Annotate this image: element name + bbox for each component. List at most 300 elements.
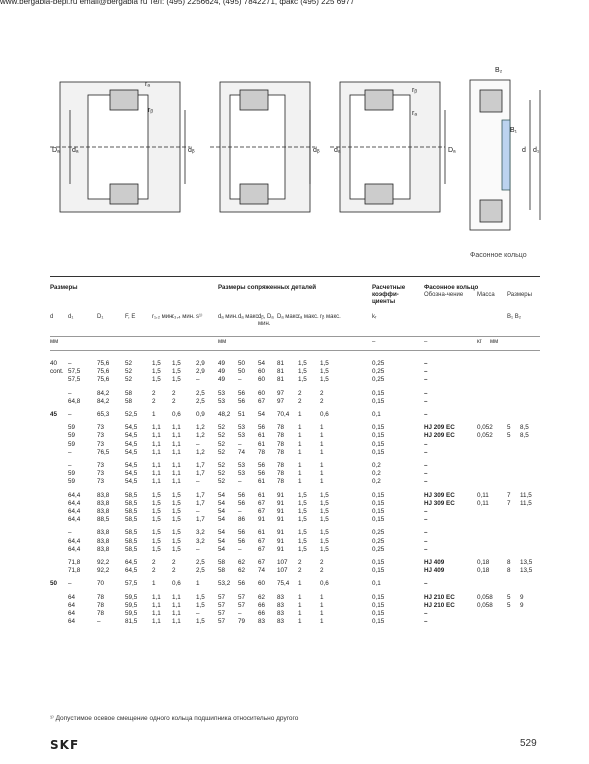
cell-da2: 56 xyxy=(238,397,246,405)
cell-FE: 58,5 xyxy=(125,508,138,515)
cell-d1: – xyxy=(68,448,72,456)
cell-Da: 78 xyxy=(277,470,285,478)
cell-k: 0,25 xyxy=(372,529,385,537)
cell-r34: 1,1 xyxy=(172,601,181,609)
cell-da2: 53 xyxy=(238,470,246,478)
cell-k: 0,25 xyxy=(372,368,385,376)
cell-k: 0,15 xyxy=(372,424,385,432)
cell-Da: 83 xyxy=(277,618,285,626)
cell-s: 1,2 xyxy=(196,432,205,440)
label-B1: B₁ xyxy=(510,127,518,134)
cell-da2: 51 xyxy=(238,411,246,418)
cell-rb: 1,5 xyxy=(320,508,329,515)
cell-r34: 2 xyxy=(172,567,176,575)
cell-da1: 57 xyxy=(218,593,226,601)
cell-rb: 2 xyxy=(320,559,324,566)
cell-da1: 53 xyxy=(218,397,226,405)
cell-rb: 0,6 xyxy=(320,580,329,588)
cell-des: – xyxy=(424,537,428,545)
cell-da1: 49 xyxy=(218,360,226,367)
cell-des: HJ 409 xyxy=(424,567,445,575)
cell-Da: 83 xyxy=(277,601,285,609)
subheader-8: dₐ макс. xyxy=(238,314,261,320)
cell-da2: – xyxy=(238,478,242,486)
cell-D1: 73 xyxy=(97,440,105,448)
cell-D1: 73 xyxy=(97,462,105,469)
cell-s: 1,2 xyxy=(196,424,205,432)
cell-D1: 70 xyxy=(97,580,105,588)
cell-d1: 64 xyxy=(68,618,76,626)
cell-D1: 83,8 xyxy=(97,499,110,507)
cell-k: 0,15 xyxy=(372,593,385,601)
cell-r34: 1,1 xyxy=(172,610,181,617)
cell-rb: 1 xyxy=(320,424,324,432)
cell-mass: 0,11 xyxy=(477,491,489,499)
cell-b1: 5 xyxy=(507,424,511,432)
cell-da2: 56 xyxy=(238,389,246,397)
cell-r34: 2 xyxy=(172,397,176,405)
cell-s: 1,5 xyxy=(196,601,205,609)
cell-da1: 54 xyxy=(218,537,226,545)
cell-k: 0,15 xyxy=(372,448,385,456)
cell-FE: 58,5 xyxy=(125,529,138,537)
cell-d1: – xyxy=(68,389,72,397)
cell-des: – xyxy=(424,508,428,515)
cell-da2: 56 xyxy=(238,580,246,588)
cell-D1: 76,5 xyxy=(97,448,110,456)
cell-k: 0,25 xyxy=(372,545,385,553)
cell-db: 67 xyxy=(258,508,266,515)
cell-da1: 52 xyxy=(218,432,226,440)
cell-k: 0,2 xyxy=(372,462,381,469)
cell-D1: 83,8 xyxy=(97,529,110,537)
cell-ra: 1,5 xyxy=(298,545,307,553)
cell-mass: 0,058 xyxy=(477,593,493,601)
cell-des: HJ 309 EC xyxy=(424,491,455,499)
cell-D1: 78 xyxy=(97,601,105,609)
cell-b2: 8,5 xyxy=(520,432,529,440)
subheader-12: rᵦ макс. xyxy=(320,314,341,320)
cell-r12: 1,5 xyxy=(152,516,161,524)
cell-db: 83 xyxy=(258,618,266,626)
cell-r34: 1,1 xyxy=(172,470,181,478)
cell-ra: 1 xyxy=(298,470,302,478)
cell-k: 0,15 xyxy=(372,618,385,626)
cell-FE: 54,5 xyxy=(125,440,138,448)
cell-FE: 52 xyxy=(125,368,133,376)
cell-FE: 59,5 xyxy=(125,593,138,601)
cell-d1: 64,4 xyxy=(68,516,81,524)
cell-da2: 53 xyxy=(238,432,246,440)
cell-r34: 1,5 xyxy=(172,360,181,367)
cell-b1: 5 xyxy=(507,593,511,601)
cell-r12: 1,1 xyxy=(152,593,161,601)
label-da-3: dₐ xyxy=(334,147,341,154)
cell-db: 60 xyxy=(258,368,266,376)
cell-da1: 54 xyxy=(218,491,226,499)
cell-r12: 1,1 xyxy=(152,601,161,609)
cell-ra: 1 xyxy=(298,593,302,601)
hdr-sizes: Размеры xyxy=(50,284,78,291)
cell-r34: 1,5 xyxy=(172,529,181,537)
cell-ra: 2 xyxy=(298,397,302,405)
cell-D1: 83,8 xyxy=(97,508,110,515)
cell-FE: 57,5 xyxy=(125,580,138,588)
cell-Da: 91 xyxy=(277,491,285,499)
cell-r34: 1,1 xyxy=(172,462,181,469)
cell-mass: 0,18 xyxy=(477,559,490,566)
cell-r34: 1,1 xyxy=(172,618,181,626)
cell-da1: 52 xyxy=(218,448,226,456)
cell-Da: 91 xyxy=(277,508,285,515)
cell-db: 62 xyxy=(258,593,266,601)
cell-db: 67 xyxy=(258,545,266,553)
cell-rb: 1 xyxy=(320,610,324,617)
cell-b1: 5 xyxy=(507,432,511,440)
label-db-2: dᵦ xyxy=(313,147,320,154)
subheader-13: kᵣ xyxy=(372,314,377,320)
cell-ra: 2 xyxy=(298,567,302,575)
cell-d1: 71,8 xyxy=(68,559,81,566)
cell-k: 0,25 xyxy=(372,537,385,545)
cell-b2: 9 xyxy=(520,601,524,609)
cell-Da: 81 xyxy=(277,360,285,367)
cell-rb: 1 xyxy=(320,593,324,601)
hdr-mating: Размеры сопряженных деталей xyxy=(218,284,317,291)
cell-d1: 57,5 xyxy=(68,376,81,384)
cell-ra: 1 xyxy=(298,610,302,617)
cell-D1: 75,6 xyxy=(97,368,110,376)
cell-db: 61 xyxy=(258,440,266,448)
cell-r34: 1,5 xyxy=(172,491,181,499)
cell-D1: 84,2 xyxy=(97,389,110,397)
cell-db: 67 xyxy=(258,397,266,405)
cell-rb: 1 xyxy=(320,432,324,440)
cell-da2: 50 xyxy=(238,368,246,376)
cell-ra: 1 xyxy=(298,601,302,609)
cell-mass: 0,052 xyxy=(477,424,493,432)
cell-FE: 64,5 xyxy=(125,567,138,575)
cell-des: – xyxy=(424,376,428,384)
cell-b1: 8 xyxy=(507,567,511,575)
cell-r12: 2 xyxy=(152,559,156,566)
cell-da2: 62 xyxy=(238,559,246,566)
cell-r12: 1,1 xyxy=(152,610,161,617)
cell-db: 66 xyxy=(258,601,266,609)
cell-mass: 0,11 xyxy=(477,499,489,507)
cell-FE: 58,5 xyxy=(125,499,138,507)
hdr-calc: Расчетные коэффи-циенты xyxy=(372,284,406,305)
cell-ra: 1 xyxy=(298,580,302,588)
cell-da1: 52 xyxy=(218,470,226,478)
cell-ra: 1 xyxy=(298,432,302,440)
cell-r12: 2 xyxy=(152,389,156,397)
cell-k: 0,25 xyxy=(372,360,385,367)
cell-rb: 1 xyxy=(320,618,324,626)
cell-r34: 1,5 xyxy=(172,537,181,545)
cell-D1: 78 xyxy=(97,610,105,617)
cell-rb: 1 xyxy=(320,448,324,456)
cell-r12: 1,1 xyxy=(152,462,161,469)
cell-rb: 1 xyxy=(320,470,324,478)
cell-rb: 1,5 xyxy=(320,545,329,553)
cell-d1: – xyxy=(68,360,72,367)
cell-d1: 64,4 xyxy=(68,508,81,515)
cell-da1: 54 xyxy=(218,529,226,537)
cell-s: – xyxy=(196,610,200,617)
cell-des: – xyxy=(424,389,428,397)
subheader-9: dᵦ, Dₐ мин. xyxy=(258,314,274,327)
cell-des: – xyxy=(424,529,428,537)
cell-b2: 11,5 xyxy=(520,499,532,507)
cell-b1: 8 xyxy=(507,559,511,566)
cell-k: 0,15 xyxy=(372,440,385,448)
cell-d1: – xyxy=(68,411,72,418)
hdr-ring: Фасонное кольцо xyxy=(424,284,479,291)
cell-des: – xyxy=(424,397,428,405)
cell-FE: 52 xyxy=(125,376,133,384)
cell-FE: 58 xyxy=(125,389,133,397)
cell-D1: 83,8 xyxy=(97,491,110,499)
label-da-1: dₐ xyxy=(72,147,79,154)
cell-r34: 2 xyxy=(172,559,176,566)
cell-ra: 1,5 xyxy=(298,508,307,515)
cell-r34: 1,1 xyxy=(172,478,181,486)
cell-D1: 88,5 xyxy=(97,516,110,524)
cell-Da: 91 xyxy=(277,516,285,524)
cell-D1: 73 xyxy=(97,470,105,478)
cell-r12: 1,5 xyxy=(152,545,161,553)
cell-da2: – xyxy=(238,508,242,515)
cell-s: – xyxy=(196,478,200,486)
unit-mm-ring: мм xyxy=(490,339,499,345)
cell-r12: 1 xyxy=(152,411,156,418)
cell-r34: 1,5 xyxy=(172,545,181,553)
cell-D1: – xyxy=(97,618,101,626)
cell-Da: 91 xyxy=(277,499,285,507)
subheader-7: dₐ мин. xyxy=(218,314,238,320)
cell-FE: 52,5 xyxy=(125,411,138,418)
cell-r12: 1,5 xyxy=(152,537,161,545)
cell-s: 3,2 xyxy=(196,529,205,537)
cell-ra: 1,5 xyxy=(298,537,307,545)
cell-db: 61 xyxy=(258,529,266,537)
cell-rb: 2 xyxy=(320,389,324,397)
cell-b1: 7 xyxy=(507,491,511,499)
cell-FE: 54,5 xyxy=(125,432,138,440)
cell-da2: – xyxy=(238,545,242,553)
cell-da1: 54 xyxy=(218,499,226,507)
rule-units-top xyxy=(50,336,540,337)
page-number: 529 xyxy=(520,738,537,749)
rule-top xyxy=(50,276,540,277)
cell-da2: 57 xyxy=(238,601,246,609)
cell-db: 74 xyxy=(258,567,266,575)
cell-Da: 78 xyxy=(277,432,285,440)
cell-des: HJ 209 EC xyxy=(424,432,455,440)
cell-s: – xyxy=(196,545,200,553)
cell-k: 0,15 xyxy=(372,432,385,440)
cell-Da: 70,4 xyxy=(277,411,290,418)
cell-b2: 9 xyxy=(520,593,524,601)
cell-rb: 1 xyxy=(320,478,324,486)
unit-dash-k: – xyxy=(372,339,376,345)
cell-ra: 1,5 xyxy=(298,360,307,367)
cell-s: 1,5 xyxy=(196,593,205,601)
cell-s: – xyxy=(196,440,200,448)
label-rb-1: rᵦ xyxy=(148,107,154,114)
cell-d: cont. xyxy=(50,368,64,376)
cell-ra: 1,5 xyxy=(298,368,307,376)
cell-rb: 1 xyxy=(320,601,324,609)
cell-FE: 54,5 xyxy=(125,470,138,478)
cell-Da: 97 xyxy=(277,397,285,405)
cell-des: HJ 210 EC xyxy=(424,601,455,609)
cell-db: 60 xyxy=(258,376,266,384)
cell-s: 2,5 xyxy=(196,389,205,397)
label-Da-3: Dₐ xyxy=(448,147,456,154)
cell-b2: 13,5 xyxy=(520,567,533,575)
cell-d1: 64,4 xyxy=(68,499,81,507)
cell-r34: 1,5 xyxy=(172,508,181,515)
cell-da1: 54 xyxy=(218,545,226,553)
cell-k: 0,15 xyxy=(372,601,385,609)
cell-r34: 1,1 xyxy=(172,448,181,456)
cell-b2: 11,5 xyxy=(520,491,532,499)
cell-r12: 1 xyxy=(152,580,156,588)
hdr-mass: Масса xyxy=(477,292,495,298)
cell-FE: 58,5 xyxy=(125,491,138,499)
cell-rb: 1,5 xyxy=(320,491,329,499)
cell-des: – xyxy=(424,516,428,524)
cell-des: – xyxy=(424,618,428,626)
cell-rb: 1,5 xyxy=(320,499,329,507)
cell-r12: 1,1 xyxy=(152,470,161,478)
cell-r12: 2 xyxy=(152,397,156,405)
cell-da1: 58 xyxy=(218,559,226,566)
cell-FE: 54,5 xyxy=(125,424,138,432)
cell-des: – xyxy=(424,610,428,617)
cell-r34: 1,1 xyxy=(172,432,181,440)
cell-ra: 1 xyxy=(298,448,302,456)
cell-rb: 1 xyxy=(320,440,324,448)
cell-da2: 53 xyxy=(238,462,246,469)
subheader-16: B₁ B₂ xyxy=(507,314,522,320)
cell-db: 60 xyxy=(258,580,266,588)
unit-dash-des: – xyxy=(424,339,428,345)
cell-da1: 57 xyxy=(218,610,226,617)
label-rb-3: rᵦ xyxy=(412,87,418,94)
cell-r12: 1,1 xyxy=(152,424,161,432)
hdr-designation: Обозна-чение xyxy=(424,292,464,298)
cell-des: HJ 210 EC xyxy=(424,593,455,601)
cell-k: 0,2 xyxy=(372,470,381,478)
cell-D1: 73 xyxy=(97,432,105,440)
cell-da1: 54 xyxy=(218,516,226,524)
cell-da2: 86 xyxy=(238,516,246,524)
cell-b1: 7 xyxy=(507,499,511,507)
cell-s: – xyxy=(196,508,200,515)
cell-Da: 81 xyxy=(277,368,285,376)
top-contact-line: www.bergabia-bepi.ru email@bergabia ru тел: (495) 2256624, (495) 7842271, факс (495) 225 6977 xyxy=(0,0,355,6)
cell-da2: 56 xyxy=(238,529,246,537)
cell-k: 0,15 xyxy=(372,508,385,515)
cell-r12: 1,1 xyxy=(152,478,161,486)
cell-ra: 1,5 xyxy=(298,491,307,499)
cell-k: 0,15 xyxy=(372,397,385,405)
cell-ra: 2 xyxy=(298,559,302,566)
cell-d1: 64 xyxy=(68,601,76,609)
cell-D1: 65,3 xyxy=(97,411,110,418)
cell-Da: 91 xyxy=(277,545,285,553)
cell-rb: 1,5 xyxy=(320,368,329,376)
cell-FE: 54,5 xyxy=(125,462,138,469)
cell-d: 50 xyxy=(50,580,58,588)
cell-FE: 81,5 xyxy=(125,618,138,626)
cell-da2: 57 xyxy=(238,593,246,601)
cell-des: – xyxy=(424,545,428,553)
cell-r12: 1,5 xyxy=(152,508,161,515)
bearing-drawings xyxy=(40,60,550,260)
cell-r12: 1,1 xyxy=(152,440,161,448)
cell-da2: 56 xyxy=(238,499,246,507)
cell-s: 1,7 xyxy=(196,499,205,507)
cell-ra: 1,5 xyxy=(298,529,307,537)
cell-db: 67 xyxy=(258,559,266,566)
cell-des: – xyxy=(424,440,428,448)
cell-r34: 1,1 xyxy=(172,593,181,601)
cell-s: 2,9 xyxy=(196,368,205,376)
cell-FE: 58,5 xyxy=(125,537,138,545)
cell-k: 0,1 xyxy=(372,411,381,418)
cell-Da: 78 xyxy=(277,424,285,432)
subheader-0: d xyxy=(50,314,54,320)
cell-s: 2,5 xyxy=(196,559,205,566)
cell-d1: 59 xyxy=(68,432,76,440)
cell-da1: 49 xyxy=(218,376,226,384)
cell-db: 56 xyxy=(258,470,266,478)
unit-mm-mating: мм xyxy=(218,339,227,345)
cell-k: 0,15 xyxy=(372,559,385,566)
subheader-1: d₁ xyxy=(68,314,74,320)
subheader-6: s¹⁾ xyxy=(196,314,203,320)
cell-s: 2,5 xyxy=(196,397,205,405)
cell-d1: 59 xyxy=(68,478,76,486)
cell-r12: 1,5 xyxy=(152,491,161,499)
cell-d1: 64,8 xyxy=(68,397,81,405)
cell-r34: 1,1 xyxy=(172,440,181,448)
cell-des: – xyxy=(424,360,428,367)
rule-units-bottom xyxy=(50,350,540,351)
cell-s: – xyxy=(196,376,200,384)
cell-d1: – xyxy=(68,580,72,588)
cell-FE: 54,5 xyxy=(125,478,138,486)
cell-r34: 1,5 xyxy=(172,368,181,376)
cell-s: 1,7 xyxy=(196,462,205,469)
subheader-4: r₁,₂ мин. xyxy=(152,314,175,320)
cell-Da: 78 xyxy=(277,448,285,456)
cell-db: 66 xyxy=(258,610,266,617)
cell-s: 1,7 xyxy=(196,491,205,499)
cell-s: 2,9 xyxy=(196,360,205,367)
cell-r34: 1,5 xyxy=(172,499,181,507)
subheader-10: Dₐ макс. xyxy=(277,314,301,320)
cell-d1: 59 xyxy=(68,470,76,478)
cell-r12: 1,1 xyxy=(152,618,161,626)
cell-ra: 1,5 xyxy=(298,376,307,384)
label-d: d xyxy=(522,147,526,154)
cell-da1: 57 xyxy=(218,618,226,626)
